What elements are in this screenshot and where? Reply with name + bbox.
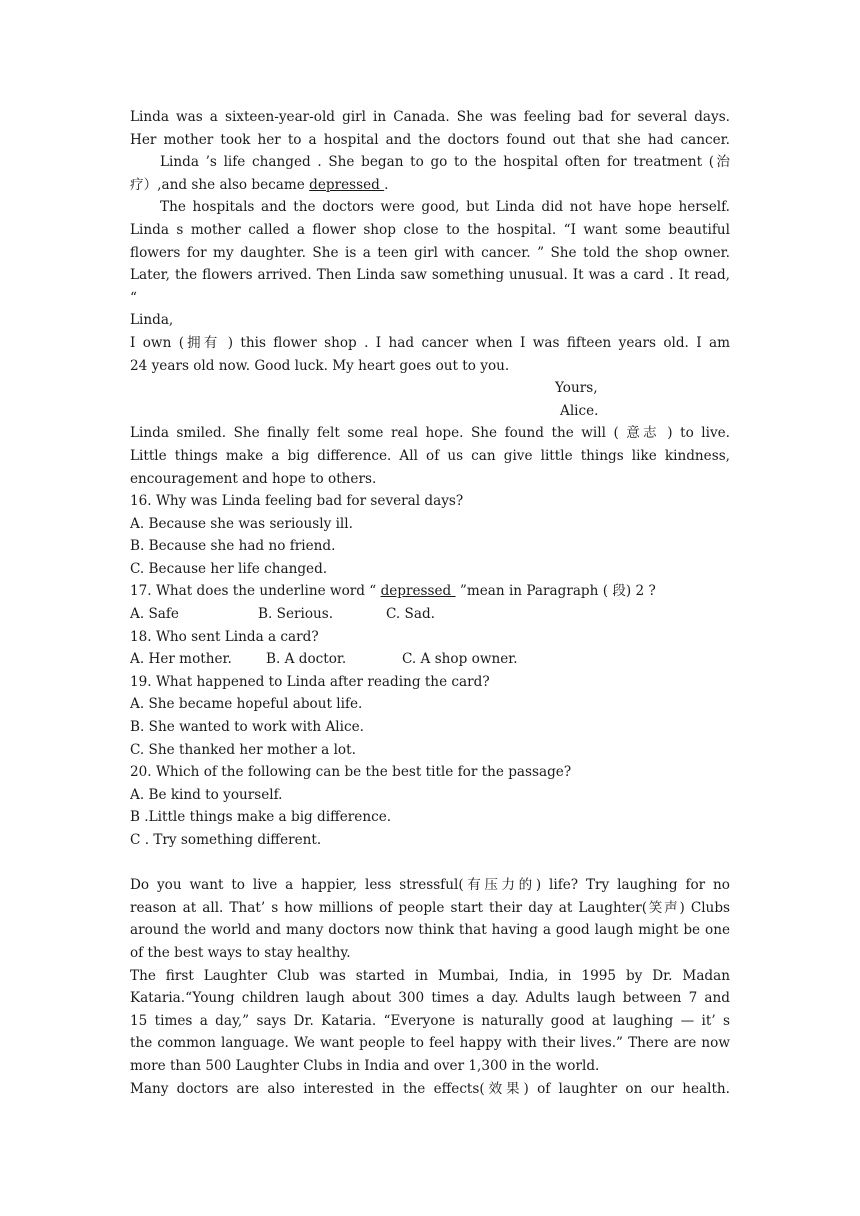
question-17-stem: 17. What does the underline word “ depressed ”mean in Paragraph ( 段) 2 ? bbox=[130, 583, 656, 600]
passage1-p4-line2: Little things make a big difference. All of us can give little things like kindness, bbox=[130, 447, 730, 464]
passage2-line4: of the best ways to stay healthy. bbox=[130, 944, 351, 961]
question-18-option-a: A. Her mother. bbox=[130, 651, 232, 668]
passage1-p3-line4: Later, the flowers arrived. Then Linda saw something unusual. It was a card . It read, bbox=[130, 267, 730, 284]
card-body-line1: I own (拥有 ) this flower shop . I had cancer when I was fifteen years old. I am bbox=[130, 334, 730, 351]
question-16-stem: 16. Why was Linda feeling bad for several days? bbox=[130, 493, 464, 510]
question-19-stem: 19. What happened to Linda after reading the card? bbox=[130, 673, 490, 690]
passage1-p4-line3: encouragement and hope to others. bbox=[130, 470, 377, 487]
question-20-stem: 20. Which of the following can be the best title for the passage? bbox=[130, 764, 572, 781]
passage2-line1: Do you want to live a happier, less stressful(有压力的) life? Try laughing for no bbox=[130, 877, 730, 894]
passage2-line5: The first Laughter Club was started in Mumbai, India, in 1995 by Dr. Madan bbox=[130, 967, 730, 984]
card-signature: Alice. bbox=[560, 402, 599, 419]
passage1-p3-line3: flowers for my daughter. She is a teen girl with cancer. ” She told the shop owner. bbox=[130, 244, 730, 261]
question-18-stem: 18. Who sent Linda a card? bbox=[130, 628, 319, 645]
passage2-line3: around the world and many doctors now think that having a good laugh might be one bbox=[130, 922, 730, 939]
question-16-option-c: C. Because her life changed. bbox=[130, 560, 328, 577]
passage1-p4-line1: Linda smiled. She finally felt some real hope. She found the will ( 意志 ) to live. bbox=[130, 425, 730, 442]
passage1-p2-line1: Linda ’s life changed . She began to go to the hospital often for treatment (治 bbox=[160, 154, 730, 171]
question-17-option-a: A. Safe bbox=[130, 606, 179, 623]
passage2-line6: Kataria.“Young children laugh about 300 times a day. Adults laugh between 7 and bbox=[130, 990, 730, 1007]
underlined-word: depressed bbox=[309, 176, 385, 193]
question-19-option-b: B. She wanted to work with Alice. bbox=[130, 719, 364, 736]
passage2-line2: reason at all. That’ s how millions of people start their day at Laughter(笑声) Clubs bbox=[130, 899, 730, 916]
question-17-options bbox=[130, 603, 730, 626]
question-17-option-b: B. Serious. bbox=[258, 606, 334, 623]
passage1-p3-line2: Linda s mother called a flower shop close to the hospital. “I want some beautiful bbox=[130, 221, 730, 238]
question-18-option-b: B. A doctor. bbox=[266, 651, 347, 668]
question-16-option-a: A. Because she was seriously ill. bbox=[130, 515, 353, 532]
question-16-option-b: B. Because she had no friend. bbox=[130, 538, 336, 555]
card-greeting: Linda, bbox=[130, 312, 174, 329]
underlined-word: depressed bbox=[380, 583, 456, 600]
passage1-p3-line1: The hospitals and the doctors were good, but Linda did not have hope herself. bbox=[160, 199, 730, 216]
question-18-options bbox=[130, 648, 730, 671]
passage2-line7: 15 times a day,” says Dr. Kataria. “Everyone is naturally good at laughing — it’ s bbox=[130, 1012, 730, 1029]
passage1-p1-line1: Linda was a sixteen-year-old girl in Canada. She was feeling bad for several days. bbox=[130, 109, 730, 125]
passage1-p2-line2: 疗）,and she also became depressed . bbox=[130, 176, 389, 193]
question-17-option-c: C. Sad. bbox=[386, 606, 435, 623]
card-closing: Yours, bbox=[555, 380, 598, 397]
question-20-option-a: A. Be kind to yourself. bbox=[130, 786, 283, 803]
passage1-p3-line5: “ bbox=[130, 289, 137, 306]
question-18-option-c: C. A shop owner. bbox=[402, 651, 518, 668]
question-19-option-a: A. She became hopeful about life. bbox=[130, 696, 363, 713]
passage1-p1-line2: Her mother took her to a hospital and the doctors found out that she had cancer. bbox=[130, 131, 730, 148]
question-19-option-c: C. She thanked her mother a lot. bbox=[130, 741, 356, 758]
document-page bbox=[130, 106, 730, 1100]
question-20-option-b: B .Little things make a big difference. bbox=[130, 809, 392, 826]
passage2-line8: the common language. We want people to feel happy with their lives.” There are now bbox=[130, 1035, 730, 1052]
passage2-line10: Many doctors are also interested in the effects(效果) of laughter on our health. bbox=[130, 1080, 730, 1097]
question-20-option-c: C . Try something different. bbox=[130, 832, 322, 848]
card-body-line2: 24 years old now. Good luck. My heart goes out to you. bbox=[130, 357, 510, 374]
passage2-line9: more than 500 Laughter Clubs in India and over 1,300 in the world. bbox=[130, 1057, 600, 1074]
section-gap bbox=[130, 852, 730, 875]
